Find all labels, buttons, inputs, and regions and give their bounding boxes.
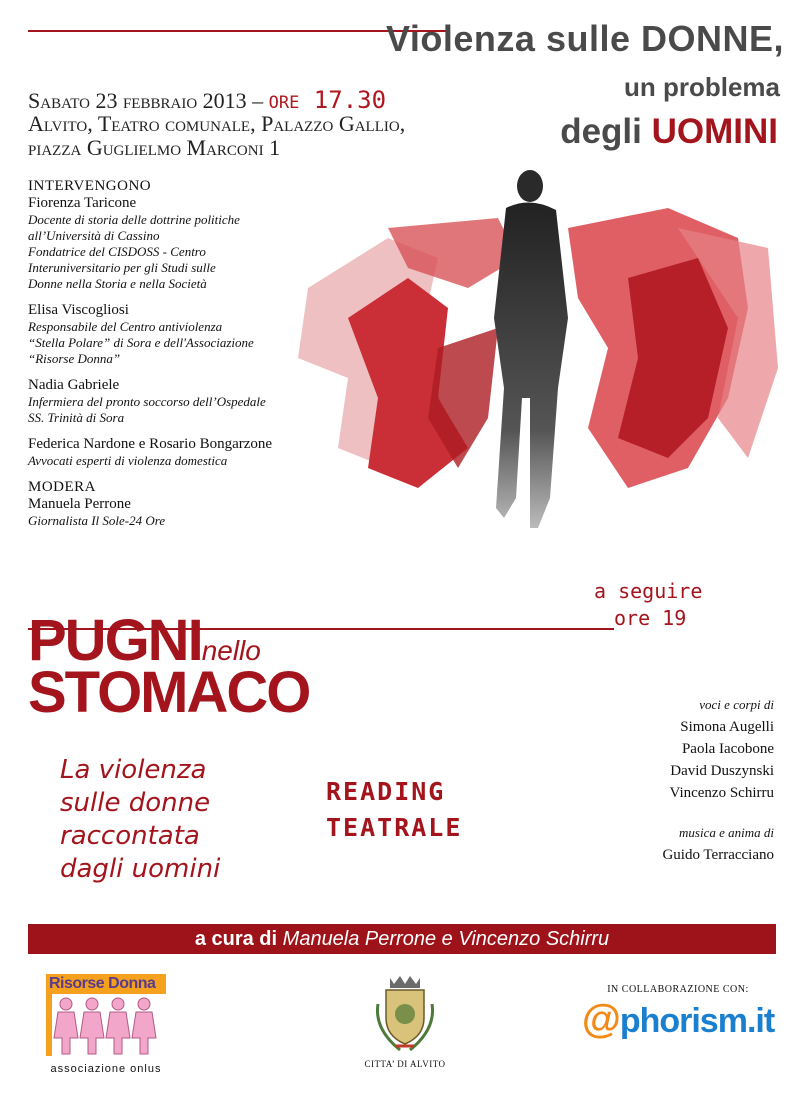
curated-by-banner	[28, 924, 776, 954]
speaker-desc: Avvocati esperti di violenza domestica	[28, 453, 228, 468]
subtitle-line: dagli uomini	[60, 854, 221, 884]
speaker-desc: Interuniversitario per gli Studi sulle	[28, 260, 216, 275]
title-line1: Violenza sulle DONNE,	[386, 18, 784, 59]
event-place-line2: piazza Guglielmo Marconi 1	[28, 135, 281, 160]
event-place-line1: Alvito, Teatro comunale, Palazzo Gallio,	[28, 111, 406, 136]
subtitle-line: La violenza	[60, 755, 207, 785]
subtitle-line: sulle donne	[60, 788, 211, 818]
city-caption: CITTA’ DI ALVITO	[364, 1059, 446, 1069]
women-figures-icon	[46, 994, 166, 1056]
speaker-name: Nadia Gabriele	[28, 377, 120, 393]
show-subtitle	[60, 754, 220, 886]
speaker-desc: “Risorse Donna”	[28, 351, 121, 366]
voice-name: Simona Augelli	[680, 719, 774, 735]
speaker-name: Fiorenza Taricone	[28, 195, 137, 211]
banner-conj: e	[441, 928, 453, 950]
speaker-name: Federica Nardone e Rosario Bongarzone	[28, 436, 273, 452]
speaker-desc: Docente di storia delle dottrine politiche	[28, 212, 240, 227]
speaker-desc: Fondatrice del CISDOSS - Centro	[28, 244, 206, 259]
follow-note	[594, 578, 702, 632]
risorse-donna-text: Risorse Donna	[46, 974, 166, 994]
subtitle-line: raccontata	[60, 821, 200, 851]
voice-name: Vincenzo Schirru	[669, 785, 774, 801]
title-line3	[400, 112, 778, 152]
alvito-crest	[360, 974, 450, 1074]
banner-name-a: Manuela Perrone	[282, 928, 437, 950]
hero-artwork	[268, 168, 788, 573]
aphorism-wordmark	[578, 997, 778, 1042]
voice-name: David Duszynski	[670, 763, 774, 779]
moderator-name: Manuela Perrone	[28, 496, 131, 512]
voice-name: Paola Iacobone	[681, 741, 774, 757]
speaker-desc: “Stella Polare” di Sora e dell'Associazione	[28, 335, 254, 350]
title-line3-a: degli	[560, 112, 642, 151]
banner-label: a cura di	[194, 928, 278, 950]
title-line2: un problema	[623, 72, 780, 102]
speaker-desc: SS. Trinità di Sora	[28, 410, 125, 425]
voices-label: voci e corpi di	[699, 697, 774, 712]
speakers-heading: INTERVENGONO	[28, 178, 152, 194]
follow-line2: ore 19	[614, 606, 687, 630]
music-label: musica e anima di	[679, 825, 774, 840]
at-sign-icon: @	[581, 997, 620, 1041]
walking-figure-icon	[494, 170, 568, 528]
aphorism-text: phorism.it	[619, 1002, 775, 1040]
reading-line1: READING	[326, 777, 446, 806]
risorse-donna-subtext: associazione onlus	[50, 1063, 162, 1075]
speaker-desc: all’Università di Cassino	[28, 228, 160, 243]
speaker-desc: Responsabile del Centro antiviolenza	[28, 319, 223, 334]
risorse-donna-logo	[46, 974, 166, 1074]
show-title-a: PUGNI	[28, 608, 202, 673]
follow-line1: a seguire	[594, 579, 703, 603]
credits	[540, 694, 774, 866]
speaker-desc: Infermiera del pronto soccorso dell’Ospedale	[28, 394, 266, 409]
show-title-b: STOMACO	[28, 660, 310, 725]
show-title-small: nello	[201, 635, 261, 666]
banner-name-b: Vincenzo Schirru	[458, 928, 610, 950]
reading-label	[326, 774, 462, 846]
collab-label: IN COLLABORAZIONE CON:	[607, 984, 749, 995]
speaker-name: Elisa Viscogliosi	[28, 302, 129, 318]
reading-line2: TEATRALE	[326, 813, 463, 842]
event-date-text: Sabato 23 febbraio 2013 –	[28, 88, 264, 113]
event-date	[28, 86, 386, 114]
event-time: ore 17.30	[268, 86, 387, 114]
moderator-heading: MODERA	[28, 479, 97, 495]
music-name: Guido Terracciano	[662, 847, 774, 863]
city-crest-icon	[370, 974, 440, 1054]
title-line3-b: UOMINI	[651, 112, 778, 151]
speaker-desc: Donne nella Storia e nella Società	[28, 276, 207, 291]
moderator-desc: Giornalista Il Sole-24 Ore	[28, 513, 166, 528]
aphorism-logo	[578, 984, 778, 1042]
show-title	[28, 608, 310, 725]
